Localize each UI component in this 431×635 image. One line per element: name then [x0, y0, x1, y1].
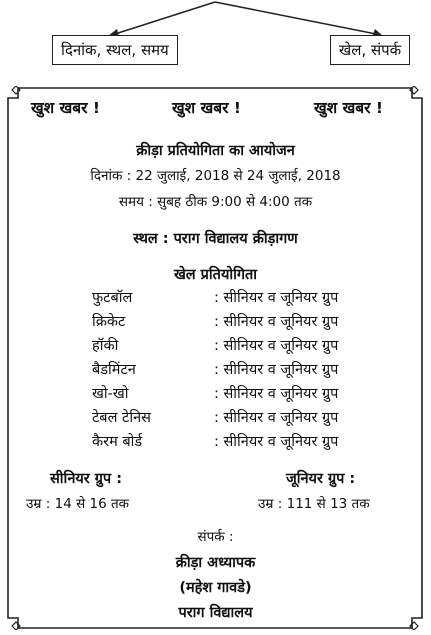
event-time: समय : सुबह ठीक 9:00 से 4:00 तक: [118, 194, 313, 210]
sport-name: बैडमिंटन: [92, 362, 136, 378]
event-title: क्रीड़ा प्रतियोगिता का आयोजन: [136, 143, 295, 159]
sport-category: : सीनियर व जूनियर ग्रुप: [214, 386, 339, 402]
sport-category: : सीनियर व जूनियर ग्रुप: [214, 434, 339, 450]
sport-category: : सीनियर व जूनियर ग्रुप: [214, 338, 339, 354]
senior-group-title: सीनियर ग्रुप :: [50, 471, 123, 487]
left-topic-box: दिनांक, स्थल, समय: [52, 35, 178, 65]
sport-name: हॉकी: [92, 338, 119, 354]
sport-category: : सीनियर व जूनियर ग्रुप: [214, 314, 339, 330]
contact-role: क्रीड़ा अध्यापक: [175, 555, 256, 571]
contact-school: पराग विद्यालय: [178, 605, 253, 621]
sport-name: फुटबॉल: [92, 290, 133, 306]
sport-category: : सीनियर व जूनियर ग्रुप: [214, 290, 339, 306]
sport-name: टेबल टेनिस: [92, 410, 151, 426]
sport-name: कैरम बोर्ड: [92, 434, 143, 450]
headline-1: खुश खबर !: [31, 99, 100, 117]
sport-category: : सीनियर व जूनियर ग्रुप: [214, 362, 339, 378]
sports-heading: खेल प्रतियोगिता: [173, 267, 258, 283]
sport-category: : सीनियर व जूनियर ग्रुप: [214, 410, 339, 426]
event-date: दिनांक : 22 जुलाई, 2018 से 24 जुलाई, 2018: [90, 168, 341, 184]
event-venue: स्थल : पराग विद्यालय क्रीड़ागण: [133, 231, 298, 247]
senior-group-age: उम्र : 14 से 16 तक: [26, 496, 130, 512]
headline-3: खुश खबर !: [314, 99, 383, 117]
right-topic-box: खेल, संपर्क: [330, 35, 410, 65]
junior-group-age: उम्र : 111 से 13 तक: [258, 496, 370, 512]
sport-name: खो-खो: [92, 386, 129, 402]
sport-name: क्रिकेट: [92, 314, 126, 330]
contact-label: संपर्क :: [197, 529, 234, 545]
headline-2: खुश खबर !: [172, 99, 241, 117]
contact-name: (महेश गावडे): [179, 580, 252, 596]
junior-group-title: जूनियर ग्रुप :: [286, 471, 356, 487]
